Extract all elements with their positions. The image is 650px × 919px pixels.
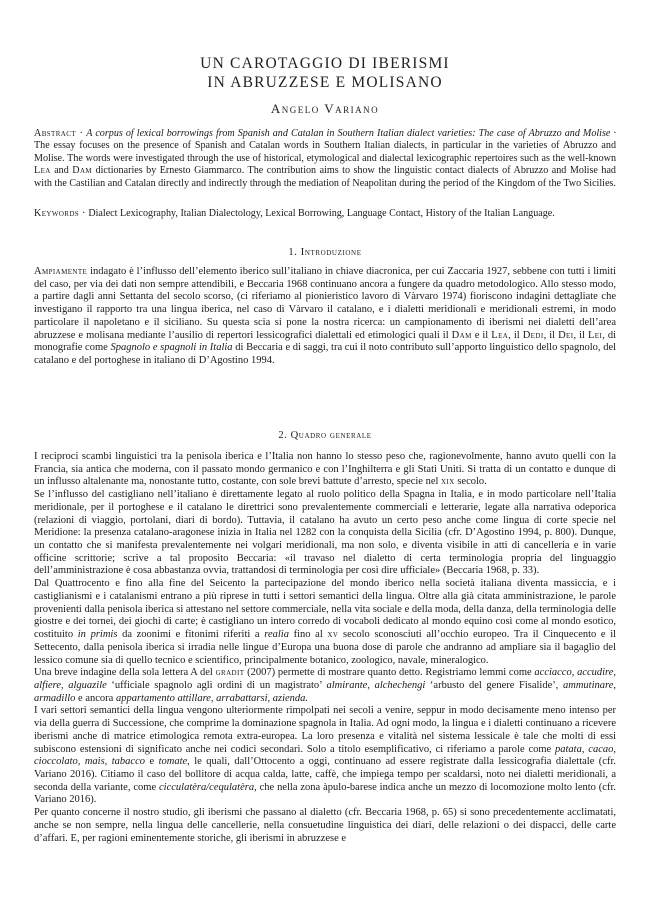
- paragraph-text: I vari settori semantici della lingua vengono ulteriormente rimpolpati nei secoli a venire, seppur in modo decisamente meno intenso per via della guerra di Successione, che comprime la dominazione spagnola in Italia. Ad ogni modo, la lingua e i dialetti continuano a ricevere iberismi anche di matrice etimologica remota extra-europea. La loro presenza e vitalità nel sistema lessicale è tale che molti di essi subiscono estensioni di significato anche nei codici secondari. Solo a titolo esemplificativo, ci riferiamo a parole come: [34, 705, 616, 755]
- abstract-text-1: The essay focuses on the presence of Spanish and Catalan words in Southern Italian dialects, in particular in the varieties of Abruzzo and Molise. The words were investigated through the use of historical, etymological and dialectal lexicographic repertoires such as the well-known: [34, 140, 616, 164]
- abstract-dam: Dam: [72, 165, 93, 177]
- paragraph-text: (2007) permette di mostrare quanto detto. Registriamo lemmi come: [247, 667, 532, 679]
- paragraph-text: I reciproci scambi linguistici tra la penisola iberica e l’Italia non hanno lo stesso peso che, ragionevolmente, hanno avuto quelli con la Francia, sia antica che moderna, con il passato mondo germanico e con l’Inghilterra e gli Stati Uniti. Si tratta di un contatto e dunque di un influsso altalenante ma, nonostante tutto, costante, con sole brevi battute d’arresto, specie nel: [34, 451, 616, 488]
- paragraph-text: Una breve indagine della sola lettera A del: [34, 667, 213, 679]
- italic-term: acciacco, accudire, alfiere, alguazile: [34, 667, 617, 691]
- section-1-conj: e il: [474, 329, 489, 341]
- paragraph-text: ‘ufficiale spagnolo agli ordini di un magistrato’: [111, 679, 322, 691]
- italic-term: tomate: [158, 756, 188, 768]
- paragraph-text: e: [149, 756, 155, 768]
- paragraph-text: , le quali, dall’Ottocento a oggi, continuano ad essere registrate dalla lessicografia dialettale (cfr. Variano 2016). Citiamo il caso del bollitore di acqua calda, latte, caffè, che impiega tempo per scaldarsi, noto nei dialetti meridionali, a seconda della variante, come: [34, 756, 617, 793]
- dropcap-word: Ampiamente: [34, 266, 88, 277]
- italic-term: ammutinare, armadillo: [34, 679, 616, 704]
- section-2-paragraph-5: [34, 705, 616, 807]
- ref-gradit: gradit: [215, 667, 245, 679]
- abstract-text-2: dictionaries by Ernesto Giammarco. The contribution aims to show the linguistic contact dialects of Abruzzo and Molise had with the Castilian and Catalan directly and indirectly through the mediation of Neapolitan during the period of the Kingdom of the Two Sicilies.: [34, 165, 616, 189]
- ref-dei: Dei: [558, 329, 574, 341]
- italic-term: realia: [264, 629, 289, 641]
- abstract: [34, 128, 616, 190]
- section-1-heading: 1. Introduzione: [288, 247, 362, 258]
- section-2-paragraph-6: [34, 807, 616, 845]
- abstract-and: and: [54, 165, 69, 177]
- ref-lea: Lea: [491, 329, 509, 341]
- italic-term: patata, cacao, cioccolato, mais, tabacco: [34, 743, 616, 768]
- paragraph-text: , che nella zona àpulo-barese indica anche un mezzo di locomozione molto lento (cfr. Variano 2016).: [34, 781, 616, 806]
- paragraph-text: ‘arbusto del genere Fisalide’,: [429, 679, 559, 691]
- paragraph-text: Per quanto concerne il nostro studio, gli iberismi che passano al dialetto (cfr. Beccaria 1968, p. 65) si sono precedentemente acclimatati, anche se non sempre, nella lingua delle cancellerie, nella consuetudine linguistica dei diari, delle relazioni o dei dispacci, delle carte d’affari. E, per ragioni eminentemente storiche, gli iberismi in abruzzese e: [34, 807, 616, 844]
- section-1-sep-1: , il: [508, 329, 520, 341]
- ref-dam: Dam: [451, 329, 472, 341]
- section-2-paragraph-4: [34, 667, 616, 705]
- section-2-heading: 2. Quadro generale: [278, 430, 372, 441]
- section-1-text-2: , di monografie come: [34, 329, 616, 354]
- century-xv: xv: [327, 629, 339, 641]
- italic-term: appartamento attillare, arrabattarsi, azienda.: [115, 692, 309, 704]
- paragraph-text: da zoonimi e fitonimi riferiti a: [122, 629, 260, 641]
- century-xix: xix: [441, 476, 455, 488]
- keywords-label: Keywords ·: [34, 208, 86, 219]
- section-2-paragraph-1: [34, 451, 616, 489]
- section-1-sep-3: , il: [573, 329, 585, 341]
- section-1-sep-2: , il: [543, 329, 556, 341]
- section-2-paragraph-3: [34, 578, 616, 667]
- paragraph-text: secolo sconosciuti all’occhio europeo. Tra il Cinquecento e il Settecento, dalla penisola iberica si irradia nelle lingue d’Europa una buona dose di parole che andranno ad ampliare sia il bagaglio del lessico comune sia di quello tecnico e scientifico, principalmente botanico, zoologico, navale, mineralogico.: [34, 629, 617, 666]
- paragraph-text: e ancora: [78, 692, 114, 704]
- italic-term: cicculatèra/cequlatèra: [159, 781, 255, 793]
- abstract-lea: Lea: [34, 165, 51, 177]
- ref-dedi: Dedi: [522, 329, 544, 341]
- abstract-english-title: A corpus of lexical borrowings from Spanish and Catalan in Southern Italian dialect varieties: The case of Abruzzo and Molise ·: [86, 128, 616, 139]
- section-1-text-3: di Beccaria e di saggi, tra cui il noto contributo sull’apporto linguistico dello spagnolo, del catalano e del portoghese in italiano di D’Agostino 1994.: [34, 342, 617, 366]
- abstract-label: Abstract ·: [34, 128, 84, 139]
- section-2-paragraph-2: [34, 489, 616, 578]
- paragraph-text: secolo.: [457, 476, 487, 488]
- section-1-book-title: Spagnolo e spagnoli in Italia: [110, 342, 233, 354]
- article-title-line-2: IN ABRUZZESE E MOLISANO: [207, 74, 443, 91]
- author-name: Angelo Variano: [270, 101, 380, 116]
- ref-lei: Lei: [587, 329, 603, 341]
- paragraph-text: Dal Quattrocento e fino alla fine del Seicento la partecipazione del mondo iberico nella società italiana diventa massiccia, e i castiglianismi e i catalanismi entrano a più riprese in tutti i settori semantici della lingua. Oltre alla già citata amministrazione, le parole provenienti dalla penisola iberica si attestano nel settore commerciale, nella vita sociale e della moda, della danza, della terminologia delle giostre e dei tornei, dei giochi di carte; è castigliano un intero corredo di vocaboli dedicato al mondo equino così come al mondo esotico, costituito: [34, 578, 616, 641]
- section-1-text-1: indagato è l’influsso dell’elemento iberico sull’italiano in chiave diacronica, per cui Zaccaria 1927, sebbene con tutti i limiti del caso, per via dei dati non sempre attendibili, e Beccaria 1968 continuano ancora a fungere da quadro metodologico. Allo stesso modo, a partire dagli anni Settanta del secolo scorso, (ci riferiamo al pionieristico lavoro di Vàrvaro 1974) fioriscono indagini dettagliate che investigano il rapporto tra una lingua iberica, nel caso di Vàrvaro il catalano, e i dialetti meridionali e meridionali estremi, in modo particolare il napoletano e il siciliano. Su questa scia si pone la nostra ricerca: un campionamento di iberismi nei dialetti dell’area abruzzese e molisana mediante l’ausilio di repertori lessicografici dialettali ed etimologici quali il: [34, 266, 616, 341]
- keywords: [34, 208, 616, 220]
- italic-term: in primis: [77, 629, 118, 641]
- section-2-body: [34, 451, 616, 845]
- paragraph-text: Se l’influsso del castigliano nell’italiano è direttamente legato al ruolo politico della Spagna in Italia, e in modo particolare nell’Italia meridionale, per il portoghese e il catalano le direttrici sono prevalentemente commerciali e letterarie, legate alla narrativa odeporica (relazioni di viaggio, portolani, diari di bordo). Tuttavia, il catalano ha avuto un certo peso anche come lingua di corte specie nel Meridione: la presenza catalano-aragonese inizia in Italia nel 1282 con la conquista della Sicilia (cfr. D’Agostino 1994, p. 800). Dunque, un contatto che si manifesta prevalentemente nei volgari meridionali, ma non solo, e diventa visibile in atti di cancelleria e in varie officine scrittorie; scrive a tal proposito Beccaria: «il travaso nel dialetto di certa terminologia propria del linguaggio dell’amministrazione è cosa abbastanza ovvia, trattandosi di terminologia per così dire ufficiale» (Beccaria 1968, p. 33).: [34, 489, 616, 577]
- article-title-line-1: UN CAROTAGGIO DI IBERISMI: [200, 55, 450, 72]
- paragraph-text: fino al: [293, 629, 323, 641]
- italic-term: almirante, alchechengi: [326, 679, 426, 691]
- keywords-text: Dialect Lexicography, Italian Dialectology, Lexical Borrowing, Language Contact, History of the Italian Language.: [88, 208, 555, 219]
- section-1-body: [34, 266, 616, 368]
